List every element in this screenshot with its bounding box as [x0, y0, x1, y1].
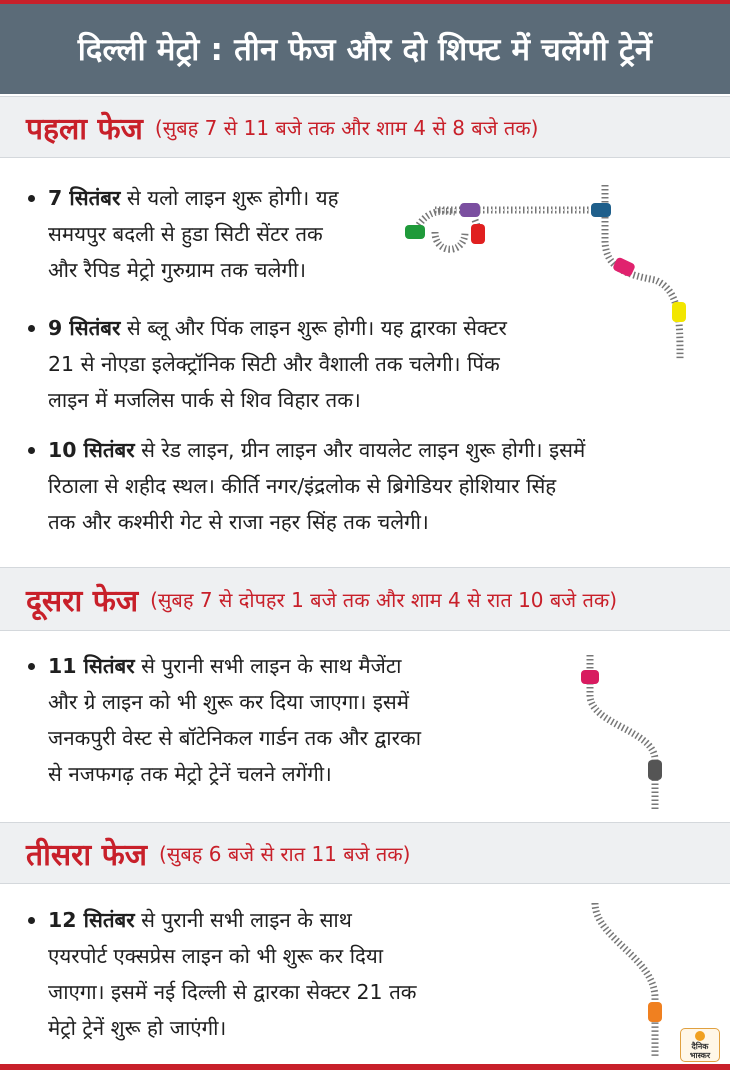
phase-3-time: (सुबह 6 बजे से रात 11 बजे तक)	[159, 841, 411, 866]
phase-3-header	[0, 822, 730, 884]
list-item	[28, 180, 408, 288]
metro-tracks-illustration-phase-3	[580, 898, 680, 1058]
item-text-line: जाएगा। इसमें नई दिल्ली से द्वारका सेक्टर 21 तक	[48, 980, 417, 1004]
phase-2-time: (सुबह 7 से दोपहर 1 बजे तक और शाम 4 से रात 10 बजे तक)	[150, 587, 618, 612]
logo-text: भास्कर	[689, 1050, 711, 1060]
item-text-line: से पुरानी सभी लाइन के साथ	[134, 908, 352, 932]
phase-1-name: पहला फेज	[26, 111, 143, 147]
sun-icon	[695, 1031, 705, 1041]
item-text-line: तक और कश्मीरी गेट से राजा नहर सिंह तक चलेगी।	[48, 510, 429, 534]
metro-tracks-illustration-phase-2	[570, 650, 680, 810]
list-item	[28, 432, 718, 540]
metro-tracks-illustration-phase-1	[395, 180, 695, 360]
phase-2-header	[0, 567, 730, 631]
list-item	[28, 648, 568, 792]
item-text-line: से पुरानी सभी लाइन के साथ मैजेंटा	[134, 654, 402, 678]
phase-1-list	[28, 180, 408, 302]
item-text-line: 21 से नोएडा इलेक्ट्रॉनिक सिटी और वैशाली तक चलेगी। पिंक	[48, 352, 500, 376]
item-text-line: और रैपिड मेट्रो गुरुग्राम तक चलेगी।	[48, 258, 307, 282]
logo-text: दैनिक	[691, 1041, 709, 1051]
page-title: दिल्ली मेट्रो : तीन फेज और दो शिफ्ट में चलेंगी ट्रेनें	[0, 4, 730, 94]
item-date: 9 सितंबर	[48, 316, 121, 340]
item-text-line: से नजफगढ़ तक मेट्रो ट्रेनें चलने लगेंगी।	[48, 762, 332, 786]
item-text-line: और ग्रे लाइन को भी शुरू कर दिया जाएगा। इसमें	[48, 690, 410, 714]
item-text-line: लाइन में मजलिस पार्क से शिव विहार तक।	[48, 388, 361, 412]
list-item	[28, 902, 548, 1046]
item-text-line: से रेड लाइन, ग्रीन लाइन और वायलेट लाइन शुरू होगी। इसमें	[134, 438, 586, 462]
item-text-line: जनकपुरी वेस्ट से बॉटेनिकल गार्डन तक और द्वारका	[48, 726, 422, 750]
item-text-line: समयपुर बदली से हुडा सिटी सेंटर तक	[48, 222, 323, 246]
item-date: 7 सितंबर	[48, 186, 121, 210]
item-text-line: एयरपोर्ट एक्सप्रेस लाइन को भी शुरू कर दिया	[48, 944, 384, 968]
phase-2-list	[28, 648, 568, 806]
phase-1-header	[0, 96, 730, 158]
item-text-line: मेट्रो ट्रेनें शुरू हो जाएंगी।	[48, 1016, 227, 1040]
item-text-line: रिठाला से शहीद स्थल। कीर्ति नगर/इंद्रलोक से ब्रिगेडियर होशियार सिंह	[48, 474, 557, 498]
bottom-accent-stripe	[0, 1064, 730, 1070]
phase-3-list	[28, 902, 548, 1060]
phase-1-time: (सुबह 7 से 11 बजे तक और शाम 4 से 8 बजे तक)	[154, 115, 539, 140]
phase-3-name: तीसरा फेज	[26, 837, 148, 873]
dainik-bhaskar-logo	[680, 1028, 720, 1062]
phase-2-name: दूसरा फेज	[26, 583, 139, 619]
item-date: 10 सितंबर	[48, 438, 135, 462]
item-date: 11 सितंबर	[48, 654, 135, 678]
item-date: 12 सितंबर	[48, 908, 135, 932]
item-text-line: से ब्लू और पिंक लाइन शुरू होगी। यह द्वारका सेक्टर	[120, 316, 507, 340]
item-text-line: से यलो लाइन शुरू होगी। यह	[120, 186, 339, 210]
